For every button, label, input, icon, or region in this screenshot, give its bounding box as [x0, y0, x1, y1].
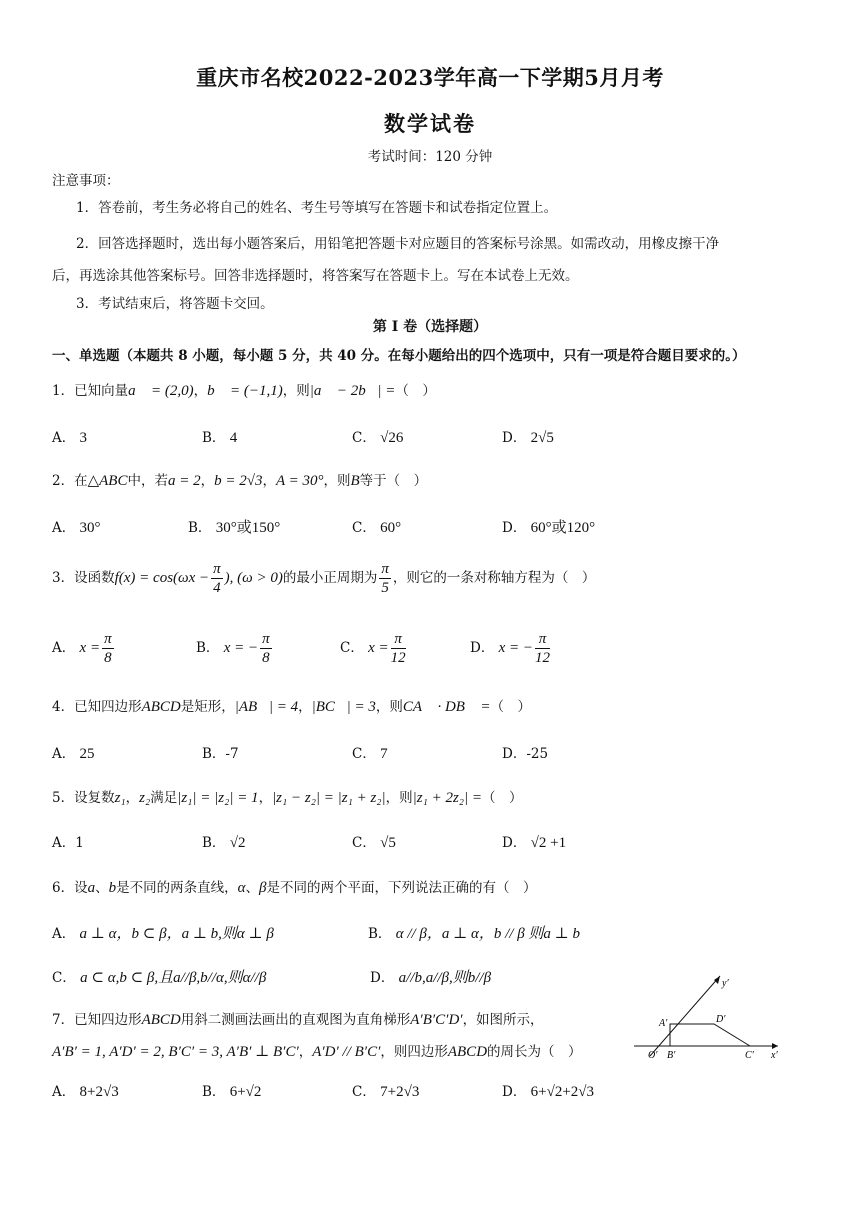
q3-option-b: B． x = − $\frac{\pi}{8}$ — [196, 631, 270, 666]
y-axis-label: y′ — [722, 978, 729, 989]
notice-item-2: 2．回答选择题时，选出每小题答案后，用铅笔把答题卡对应题目的答案标号涂黑。如需改动，用橡皮擦干净 — [76, 236, 720, 252]
q6-option-a: A． a ⊥ α，b ⊂ β，a ⊥ b,则α ⊥ β — [52, 926, 274, 942]
q6-option-d: D． a//b,a//β,则b//β — [370, 970, 492, 986]
q7-option-c: C． 7+2√3 — [352, 1084, 420, 1100]
notice-item-1: 1．答卷前，考生务必将自己的姓名、考生号等填写在答题卡和试卷指定位置上。 — [76, 200, 558, 216]
q5-option-b: B． √2 — [202, 835, 246, 851]
q2-option-c: C． 60° — [352, 520, 402, 536]
q4-option-a: A． 25 — [52, 746, 95, 762]
point-a-label: A′ — [659, 1018, 668, 1029]
q5-option-c: C． √5 — [352, 835, 396, 851]
q4-option-b: B．-7 — [202, 746, 239, 762]
q3-option-d: D． x = − $\frac{\pi}{12}$ — [470, 631, 551, 666]
part-one-heading: 一、单选题（本题共 8 小题，每小题 5 分，共 40 分。在每小题给出的四个选项中，只有一项是符合题目要求的。） — [52, 348, 746, 364]
point-b-label: B′ — [667, 1050, 676, 1061]
question-7-stem-line1: 7．已知四边形ABCD用斜二测画法画出的直观图为直角梯形A′B′C′D′，如图所示， — [52, 1012, 544, 1028]
notice-item-2-cont: 后，再选涂其他答案标号。回答非选择题时，将答案写在答题卡上。写在本试卷上无效。 — [52, 268, 579, 284]
q5-option-a: A．1 — [52, 835, 84, 851]
q1-option-a: A． 3 — [52, 430, 88, 446]
y-axis-arrow-icon — [714, 976, 720, 984]
section-title: 第 I 卷（选择题） — [372, 319, 488, 335]
q1-option-d: D． 2√5 — [502, 430, 554, 446]
point-d-label: D′ — [716, 1014, 726, 1025]
notice-label: 注意事项： — [52, 173, 120, 189]
q2-option-d: D． 60°或120° — [502, 520, 596, 536]
question-3-stem: 3．设函数f(x) = cos(ωx − $\frac{\pi}{4}$ ), (ω > 0)的最小正周期为 $\frac{\pi}{5}$ ，则它的一条对称轴方程为（ ） — [52, 561, 596, 596]
y-axis — [650, 976, 720, 1056]
x-axis-arrow-icon — [772, 1043, 778, 1049]
q2-option-b: B． 30°或150° — [188, 520, 281, 536]
q4-option-d: D．-25 — [502, 746, 549, 762]
question-7-stem-line2: A′B′ = 1, A′D′ = 2, B′C′ = 3, A′B′ ⊥ B′C′，A′D′ // B′C′，则四边形ABCD的周长为（ ） — [52, 1044, 582, 1060]
q3-option-a: A． x = $\frac{\pi}{8}$ — [52, 631, 112, 666]
q5-option-d: D． √2 +1 — [502, 835, 567, 851]
trapezoid-outline — [670, 1024, 750, 1046]
q2-option-a: A． 30° — [52, 520, 101, 536]
question-5-stem: 5．设复数z₁，z₂满足|z₁| = |z₂| = 1，|z₁ − z₂| = |z₁ + z₂|，则|z₁ + 2z₂| =（ ） — [52, 790, 523, 806]
q1-option-b: B． 4 — [202, 430, 238, 446]
exam-time: 考试时间：120 分钟 — [367, 149, 493, 165]
q6-option-b: B． α // β，a ⊥ α，b // β 则a ⊥ b — [368, 926, 581, 942]
point-c-label: C′ — [745, 1050, 754, 1061]
paper-subject: 数学试卷 — [384, 111, 476, 136]
trapezoid-figure — [632, 972, 782, 1064]
q1-option-c: C． √26 — [352, 430, 404, 446]
question-4-stem: 4．已知四边形ABCD是矩形，|AB⃗| = 4，|BC⃗| = 3，则CA⃗ · DB⃗ =（ ） — [52, 699, 531, 715]
q7-option-d: D． 6+√2+2√3 — [502, 1084, 595, 1100]
notice-item-3: 3．考试结束后，将答题卡交回。 — [76, 296, 274, 312]
x-axis-label: x′ — [771, 1050, 778, 1061]
origin-label: O′ — [648, 1050, 658, 1061]
q4-option-c: C． 7 — [352, 746, 388, 762]
q3-option-c: C． x = $\frac{\pi}{12}$ — [340, 631, 406, 666]
q7-option-a: A． 8+2√3 — [52, 1084, 119, 1100]
question-6-stem: 6．设a、b是不同的两条直线，α、β是不同的两个平面，下列说法正确的有（ ） — [52, 880, 537, 896]
question-1-stem: 1．已知向量a⃗ = (2,0)，b⃗ = (−1,1)，则|a⃗ − 2b⃗| =（ ） — [52, 383, 436, 399]
q6-option-c: C． a ⊂ α,b ⊂ β,且a//β,b//α,则α//β — [52, 970, 267, 986]
paper-title: 重庆市名校2022-2023学年高一下学期5月月考 — [196, 65, 664, 90]
question-2-stem: 2．在△ABC中，若a = 2，b = 2√3，A = 30°，则B等于（ ） — [52, 473, 428, 489]
q7-option-b: B． 6+√2 — [202, 1084, 262, 1100]
